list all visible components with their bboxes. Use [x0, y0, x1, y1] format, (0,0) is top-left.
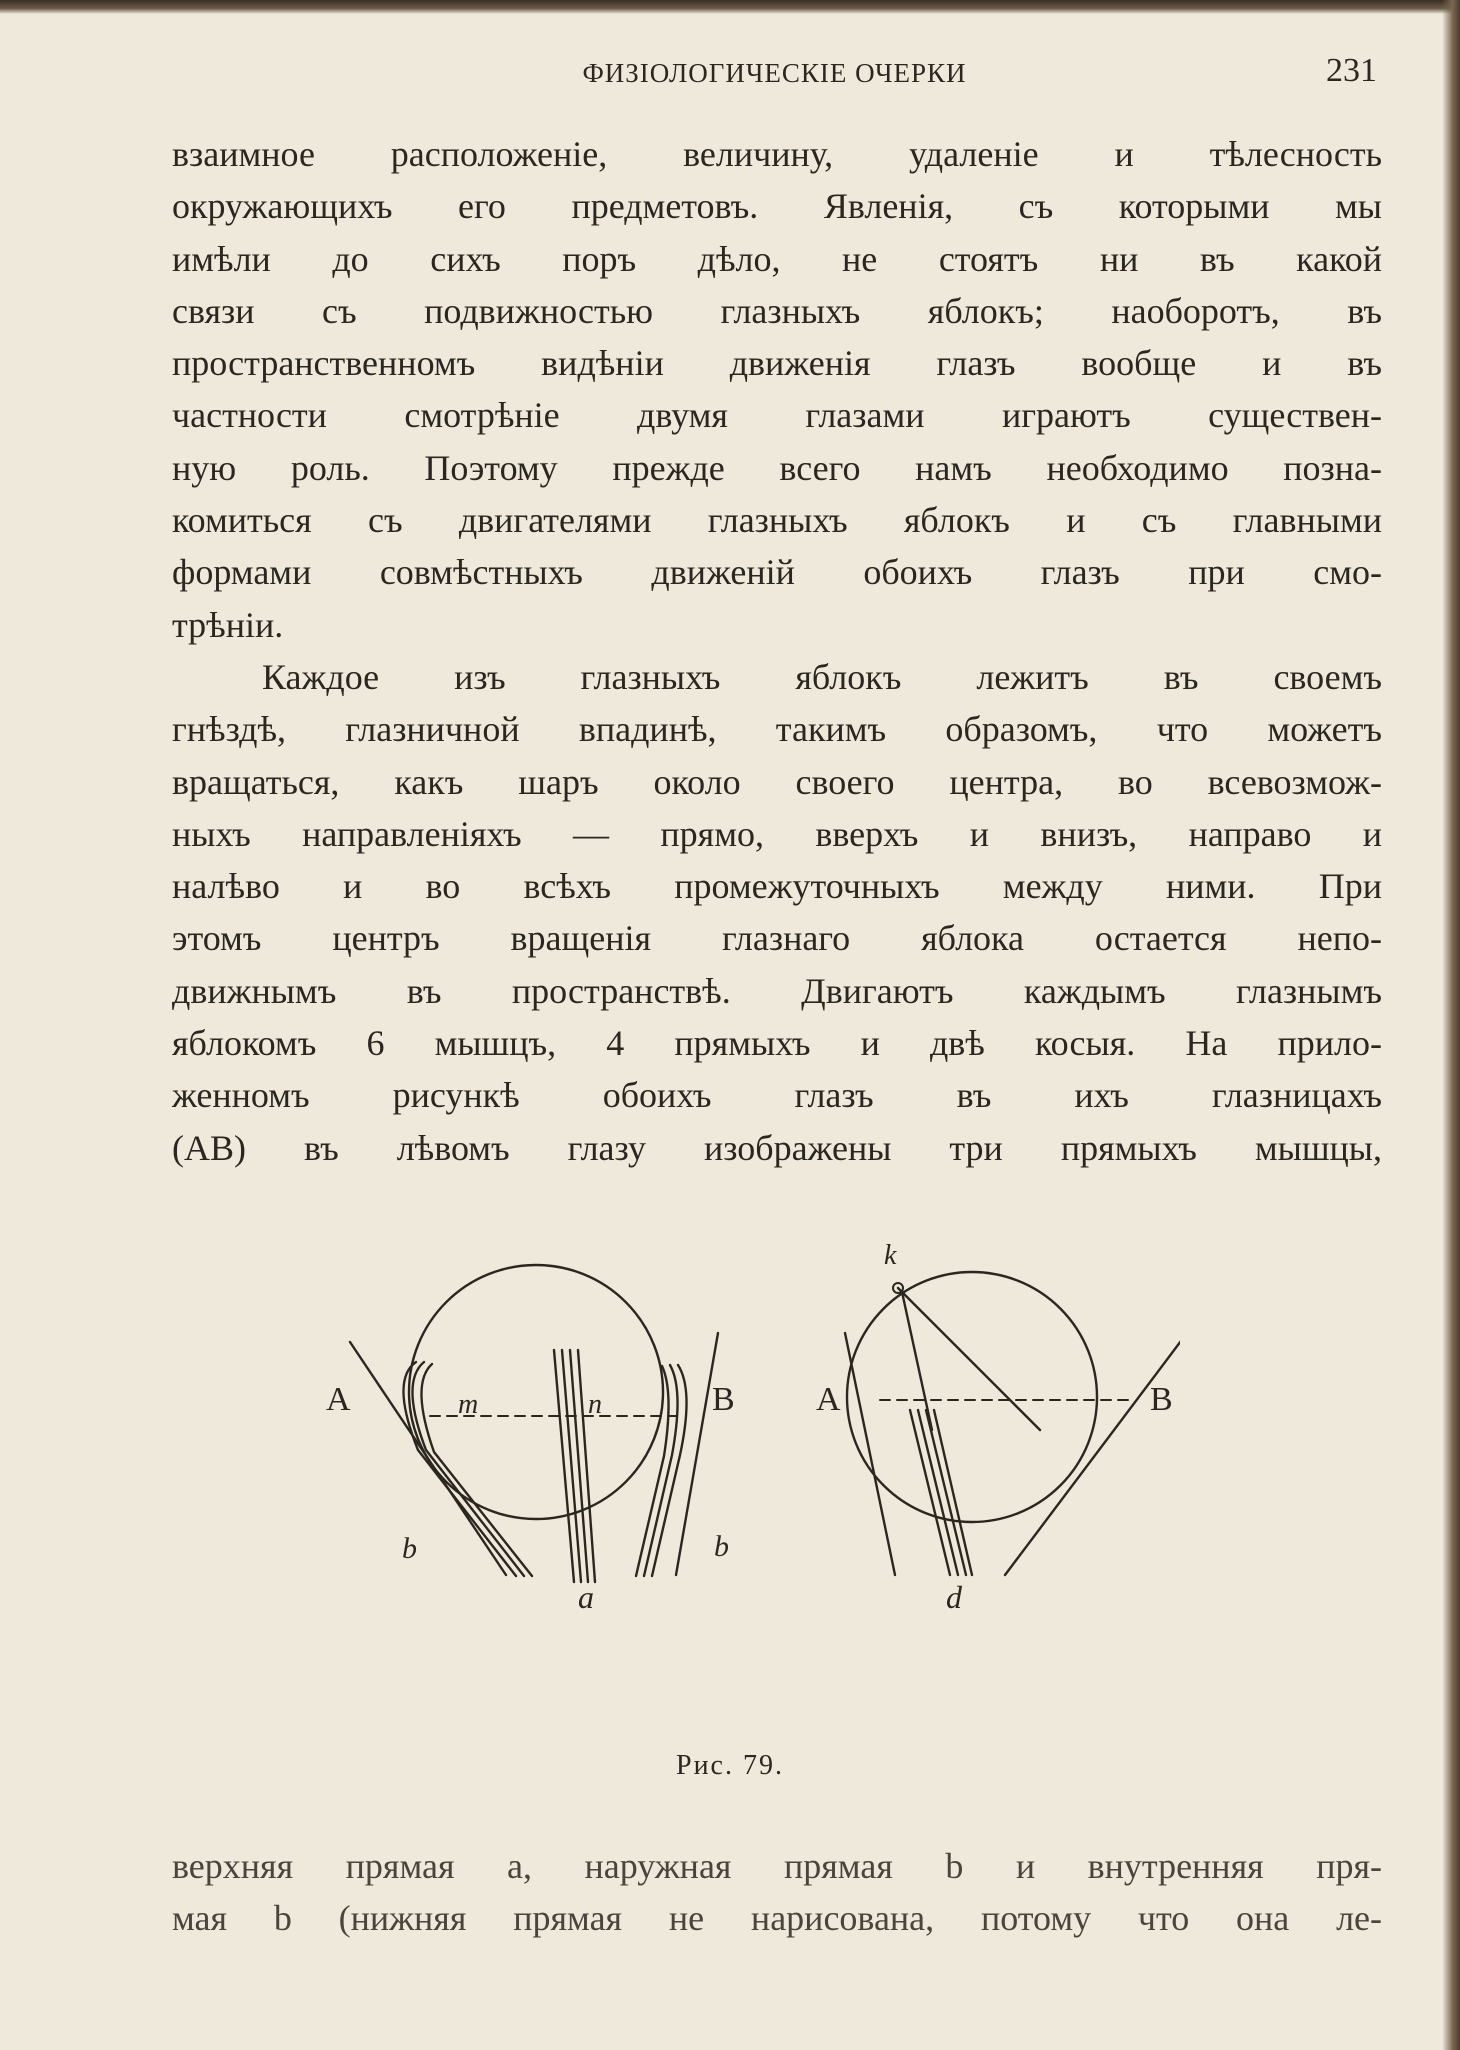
figure-caption: Рис. 79. — [676, 1750, 784, 1781]
text-line: вращаться, какъ шаръ около своего центра, во всевозмож- — [172, 761, 1382, 802]
text-line: взаимное расположеніе, величину, удаленіе и тѣлесность — [172, 134, 1382, 174]
text-line: движнымъ въ пространствѣ. Двигаютъ каждымъ глазнымъ — [172, 970, 1382, 1011]
label-k: k — [884, 1240, 897, 1271]
body-text — [172, 128, 1382, 1174]
page-top-edge — [0, 0, 1460, 14]
body-text-continuation — [172, 1840, 1382, 1945]
text-line: гнѣздѣ, глазничной впадинѣ, такимъ образомъ, что можетъ — [172, 709, 1382, 750]
running-head: ФИЗІОЛОГИЧЕСКІЕ ОЧЕРКИ — [582, 58, 967, 88]
label-a: a — [578, 1579, 594, 1610]
text-line: трѣніи. — [172, 604, 284, 645]
text-line: частности смотрѣніе двумя глазами играютъ существен- — [172, 395, 1382, 436]
page-header — [172, 52, 1377, 102]
text-line: (AB) въ лѣвомъ глазу изображены три прямыхъ мышцы, — [172, 1127, 1382, 1168]
text-line: формами совмѣстныхъ движеній обоихъ глазъ при смо- — [172, 552, 1382, 593]
right-orbit-wall-a — [845, 1333, 895, 1575]
text-line: ныхъ направленіяхъ — прямо, вверхъ и внизъ, направо и — [172, 813, 1382, 854]
text-line: связи съ подвижностью глазныхъ яблокъ; наоборотъ, въ — [172, 290, 1382, 331]
label-m: m — [458, 1389, 479, 1420]
right-muscle-d — [926, 1410, 966, 1575]
text-line: этомъ центръ вращенія глазнаго яблока остается непо- — [172, 918, 1382, 959]
text-line: женномъ рисункѣ обоихъ глазъ въ ихъ глазницахъ — [172, 1075, 1382, 1116]
text-line: яблокомъ 6 мышцъ, 4 прямыхъ и двѣ косыя. На прило- — [172, 1023, 1382, 1064]
page-number: 231 — [1326, 52, 1377, 89]
right-oblique-muscle — [902, 1292, 932, 1430]
text-line: пространственномъ видѣніи движенія глазъ вообще и въ — [172, 343, 1382, 384]
right-eyeball — [847, 1272, 1097, 1522]
text-line: Каждое изъ глазныхъ яблокъ лежитъ въ своемъ — [262, 656, 1382, 697]
text-line: имѣли до сихъ поръ дѣло, не стоятъ ни въ какой — [172, 238, 1382, 279]
left-orbit-wall-b — [676, 1333, 718, 1575]
left-eyeball — [409, 1265, 663, 1519]
eye-diagram — [320, 1230, 1180, 1610]
label-left-A: A — [326, 1381, 351, 1418]
label-right-B: B — [1150, 1381, 1173, 1418]
label-left-b-inner: b — [714, 1530, 729, 1563]
label-d: d — [946, 1579, 962, 1610]
text-line: верхняя прямая a, наружная прямая b и внутренняя пря- — [172, 1846, 1382, 1886]
eye-muscles-figure — [320, 1230, 1180, 1610]
label-left-B: B — [712, 1381, 735, 1418]
right-oblique-tendon — [898, 1288, 1040, 1430]
text-line: мая b (нижняя прямая не нарисована, потому что она ле- — [172, 1898, 1382, 1939]
label-left-b-outer: b — [402, 1532, 417, 1565]
text-line: налѣво и во всѣхъ промежуточныхъ между ними. При — [172, 866, 1382, 907]
text-line: ную роль. Поэтому прежде всего намъ необходимо позна- — [172, 447, 1382, 488]
right-muscle-d — [910, 1410, 950, 1575]
text-line: комиться съ двигателями глазныхъ яблокъ и съ главными — [172, 500, 1382, 541]
text-line: окружающихъ его предметовъ. Явленія, съ которыми мы — [172, 186, 1382, 227]
page-right-edge — [1442, 0, 1460, 2050]
right-orbit-wall-b — [1005, 1333, 1180, 1575]
label-n: n — [588, 1389, 602, 1420]
left-orbit-wall-a — [350, 1342, 506, 1575]
label-right-A: A — [816, 1381, 841, 1418]
